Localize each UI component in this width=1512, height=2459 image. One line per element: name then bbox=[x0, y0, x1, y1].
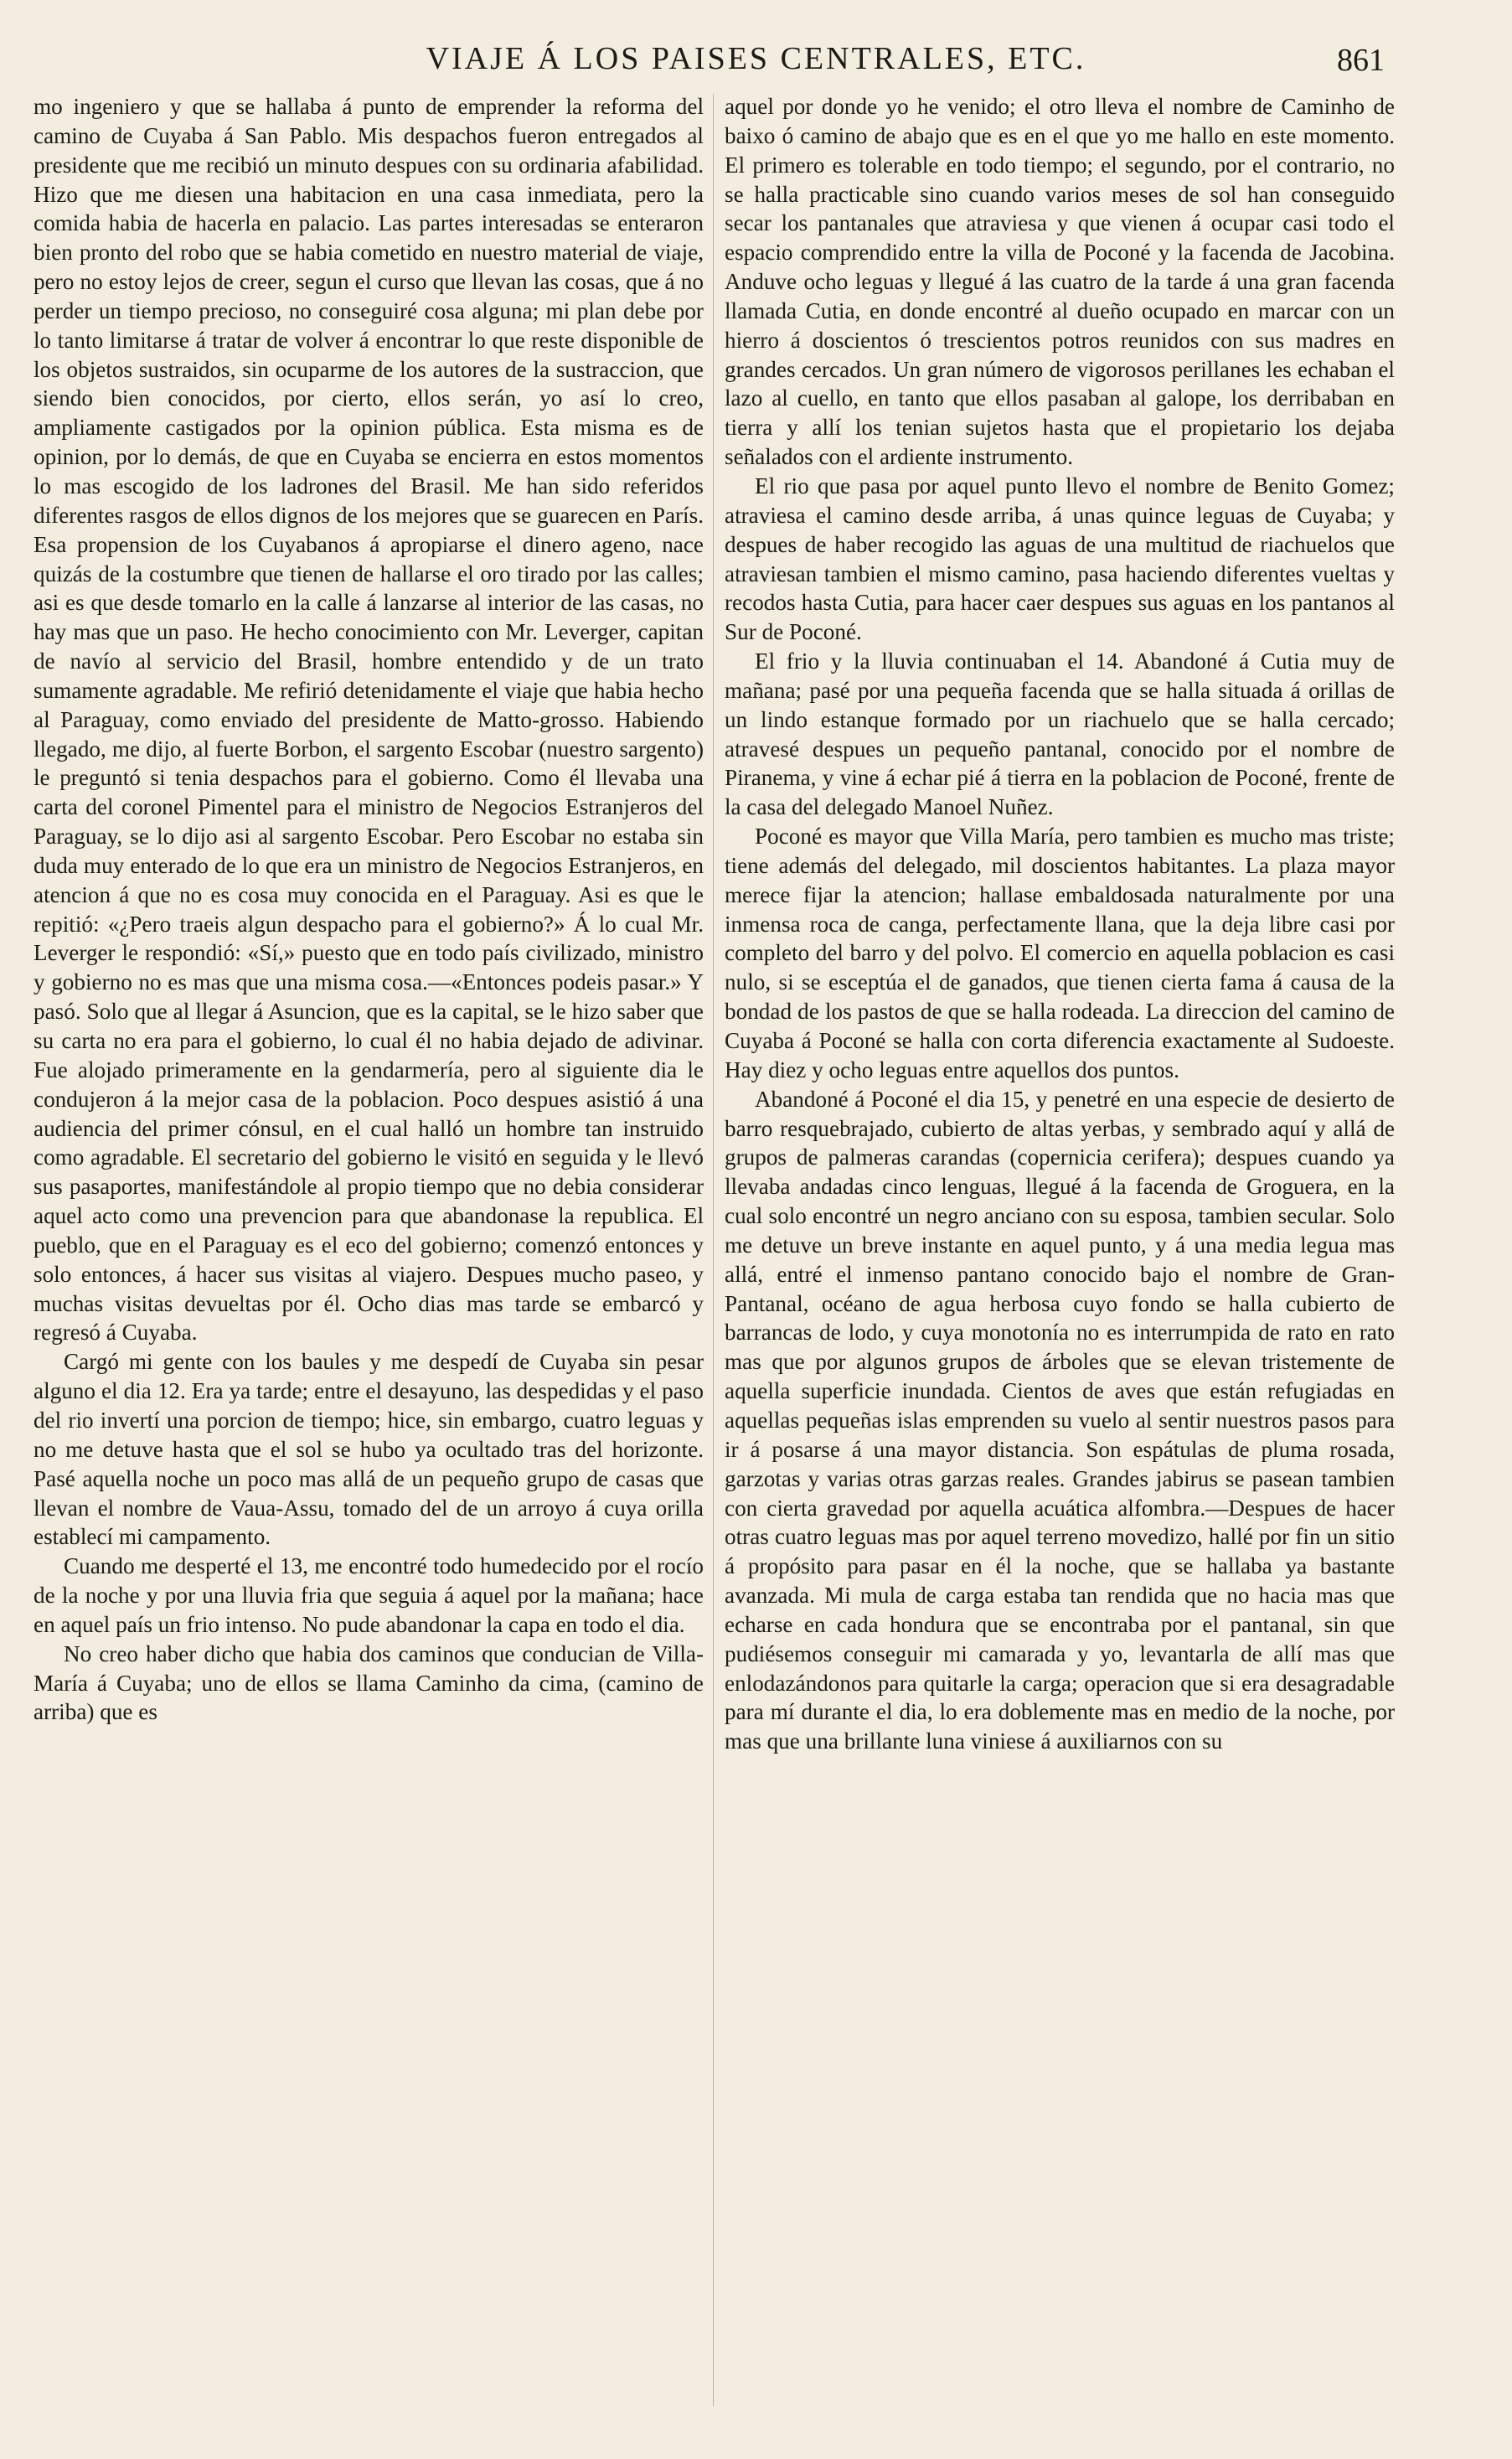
paragraph: aquel por donde yo he venido; el otro lleva el nombre de Caminho de baixo ó camino de abajo que es en el que yo me hallo en este momento. El primero es tolerable en todo tiempo; el segundo, por el contrario, no se halla practicable sino cuando varios meses de sol han conseguido secar los pantanales que atraviesa y que vienen á ocupar casi todo el espacio comprendido entre la villa de Poconé y la facenda de Jacobina. Anduve ocho leguas y llegué á las cuatro de la tarde á una gran facenda llamada Cutia, en donde encontré al dueño ocupado en marcar con un hierro á doscientos ó trescientos potros reunidos con sus madres en grandes cercados. Un gran número de vigorosos perillanes les echaban el lazo al cuello, en tanto que ellos pasaban al galope, los derribaban en tierra y allí los tenian sujetos hasta que el propietario los dejaba señalados con el ardiente instrumento. bbox=[725, 94, 1395, 470]
left-column bbox=[34, 92, 704, 2413]
paragraph: Cuando me desperté el 13, me encontré todo humedecido por el rocío de la noche y por una lluvia fria que seguia á aquel por la mañana; hace en aquel país un frio intenso. No pude abandonar la capa en todo el dia. bbox=[34, 1553, 704, 1637]
paragraph: mo ingeniero y que se hallaba á punto de emprender la reforma del camino de Cuyaba á San Pablo. Mis despachos fueron entregados al presidente que me recibió un minuto despues con su ordinaria afabilidad. Hizo que me diesen una habitacion en una casa inmediata, pero la comida habia de hacerla en palacio. Las partes interesadas se enteraron bien pronto del robo que se habia cometido en nuestro material de viaje, pero no estoy lejos de creer, segun el curso que llevan las cosas, que á no perder un tiempo precioso, no conseguiré cosa alguna; mi plan debe por lo tanto limitarse á tratar de volver á encontrar lo que reste disponible de los objetos sustraidos, sin ocuparme de los autores de la sustraccion, que siendo bien conocidos, por cierto, ellos serán, yo así lo creo, ampliamente castigados por la opinion pública. Esta misma es de opinion, por lo demás, de que en Cuyaba se encierra en estos momentos lo mas escogido de los ladrones del Brasil. Me han sido referidos diferentes rasgos de ellos dignos de los mejores que se guarecen en París. Esa propension de los Cuyabanos á apropiarse el dinero ageno, nace quizás de la costumbre que tienen de hallarse el oro tirado por las calles; asi es que desde tomarlo en la calle á lanzarse al interior de las casas, no hay mas que un paso. He hecho conocimiento con Mr. Leverger, capitan de navío al servicio del Brasil, hombre entendido y de un trato sumamente agradable. Me refirió detenidamente el viaje que habia hecho al Paraguay, como enviado del presidente de Matto-grosso. Habiendo llegado, me dijo, al fuerte Borbon, el sargento Escobar (nuestro sargento) le preguntó si tenia despachos para el gobierno. Como él llevaba una carta del coronel Pimentel para el ministro de Negocios Estranjeros del Paraguay, se lo dijo asi al sargento Escobar. Pero Escobar no estaba sin duda muy enterado de lo que era un ministro de Negocios Estranjeros, en atencion á que no es cosa muy conocida en el Paraguay. Asi es que le repitió: «¿Pero traeis algun despacho para el gobierno?» Á lo cual Mr. Leverger le respondió: «Sí,» puesto que en todo país civilizado, ministro y gobierno no es mas que una misma cosa.—«Entonces podeis pasar.» Y pasó. Solo que al llegar á Asuncion, que es la capital, se le hizo saber que su carta no era para el gobierno, lo cual él no habia dejado de adivinar. Fue alojado primeramente en la gendarmería, pero al siguiente dia le condujeron á la mejor casa de la poblacion. Poco despues asistió á una audiencia del primer cónsul, en el cual halló un hombre tan instruido como agradable. El secretario del gobierno le visitó en seguida y le llevó sus pasaportes, manifestándole al propio tiempo que no debia considerar aquel acto como una prevencion para que abandonase la republica. El pueblo, que en el Paraguay es el eco del gobierno; comenzó entonces y solo entonces, á hacer sus visitas al viajero. Despues mucho paseo, y muchas visitas devueltas por él. Ocho dias mas tarde se embarcó y regresó á Cuyaba. bbox=[34, 94, 704, 1346]
column-divider bbox=[713, 94, 714, 2406]
paragraph: Abandoné á Poconé el dia 15, y penetré en una especie de desierto de barro resquebrajado, cubierto de altas yerbas, y sembrado aquí y allá de grupos de palmeras carandas (copernicia cerifera); despues cuando ya llevaba andadas cinco lenguas, llegué á la facenda de Groguera, en la cual solo encontré un negro anciano con su esposa, tambien secular. Solo me detuve un breve instante en aquel punto, y á una media legua mas allá, entré el inmenso pantano conocido bajo el nombre de Gran-Pantanal, océano de agua herbosa cuyo fondo se halla cubierto de barrancas de lodo, y cuya monotonía no es interrumpida de rato en rato mas que por algunos grupos de árboles que se elevan tristemente de aquella superficie inundada. Cientos de aves que están refugiadas en aquellas pequeñas islas emprenden su vuelo al sentir nuestros pasos para ir á posarse á una mayor distancia. Son espátulas de pluma rosada, garzotas y varias otras garzas reales. Grandes jabirus se pasean tambien con cierta gravedad por aquella acuática alfombra.—Despues de hacer otras cuatro leguas mas por aquel terreno movedizo, hallé por fin un sitio á propósito para pasar en él la noche, que se hallaba ya bastante avanzada. Mi mula de carga estaba tan rendida que no hacia mas que echarse en cada hondura que se encontraba por el pantanal, sin que pudiésemos conseguir mi camarada y yo, levantarla de allí mas que enlodazándonos para quitarle la carga; operacion que si era desagradable para mí durante el dia, lo era doblemente mas en medio de la noche, por mas que una brillante luna viniese á auxiliarnos con su bbox=[725, 1086, 1395, 1754]
paragraph: Cargó mi gente con los baules y me despedí de Cuyaba sin pesar alguno el dia 12. Era ya tarde; entre el desayuno, las despedidas y el paso del rio invertí una porcion de tiempo; hice, sin embargo, cuatro leguas y no me detuve hasta que el sol se hubo ya ocultado tras del horizonte. Pasé aquella noche un poco mas allá de un pequeño grupo de casas que llevan el nombre de Vaua-Assu, tomado del de un arroyo á cuya orilla establecí mi campamento. bbox=[34, 1349, 704, 1550]
right-column bbox=[725, 92, 1395, 2413]
paragraph: No creo haber dicho que habia dos caminos que conducian de Villa-María á Cuyaba; uno de ellos se llama Caminho da cima, (camino de arriba) que es bbox=[34, 1640, 704, 1725]
paragraph: El rio que pasa por aquel punto llevo el nombre de Benito Gomez; atraviesa el camino desde arriba, á unas quince leguas de Cuyaba; y despues de haber recogido las aguas de una multitud de riachuelos que atraviesan tambien el mismo camino, pasa haciendo diferentes vueltas y recodos hasta Cutia, para hacer caer despues sus aguas en los pantanos al Sur de Poconé. bbox=[725, 473, 1395, 645]
running-head bbox=[0, 40, 1512, 90]
page-number: 861 bbox=[1337, 43, 1385, 78]
paragraph: El frio y la lluvia continuaban el 14. Abandoné á Cutia muy de mañana; pasé por una pequeña facenda que se halla situada á orillas de un lindo estanque formado por un riachuelo que se halla cercado; atravesé despues un pequeño pantanal, conocido por el nombre de Piranema, y vine á echar pié á tierra en la poblacion de Poconé, frente de la casa del delegado Manoel Nuñez. bbox=[725, 648, 1395, 820]
paragraph: Poconé es mayor que Villa María, pero tambien es mucho mas triste; tiene además del delegado, mil doscientos habitantes. La plaza mayor merece fijar la atencion; hallase embaldosada naturalmente por una inmensa roca de canga, perfectamente llana, que la deja libre casi por completo del barro y del polvo. El comercio en aquella poblacion es casi nulo, si se esceptúa el de ganados, que tienen cierta fama á causa de la bondad de los pastos de que se halla rodeada. La direccion del camino de Cuyaba á Poconé se halla con corta diferencia exactamente al Sudoeste. Hay diez y ocho leguas entre aquellos dos puntos. bbox=[725, 824, 1395, 1082]
running-title: VIAJE Á LOS PAISES CENTRALES, ETC. bbox=[426, 41, 1086, 76]
